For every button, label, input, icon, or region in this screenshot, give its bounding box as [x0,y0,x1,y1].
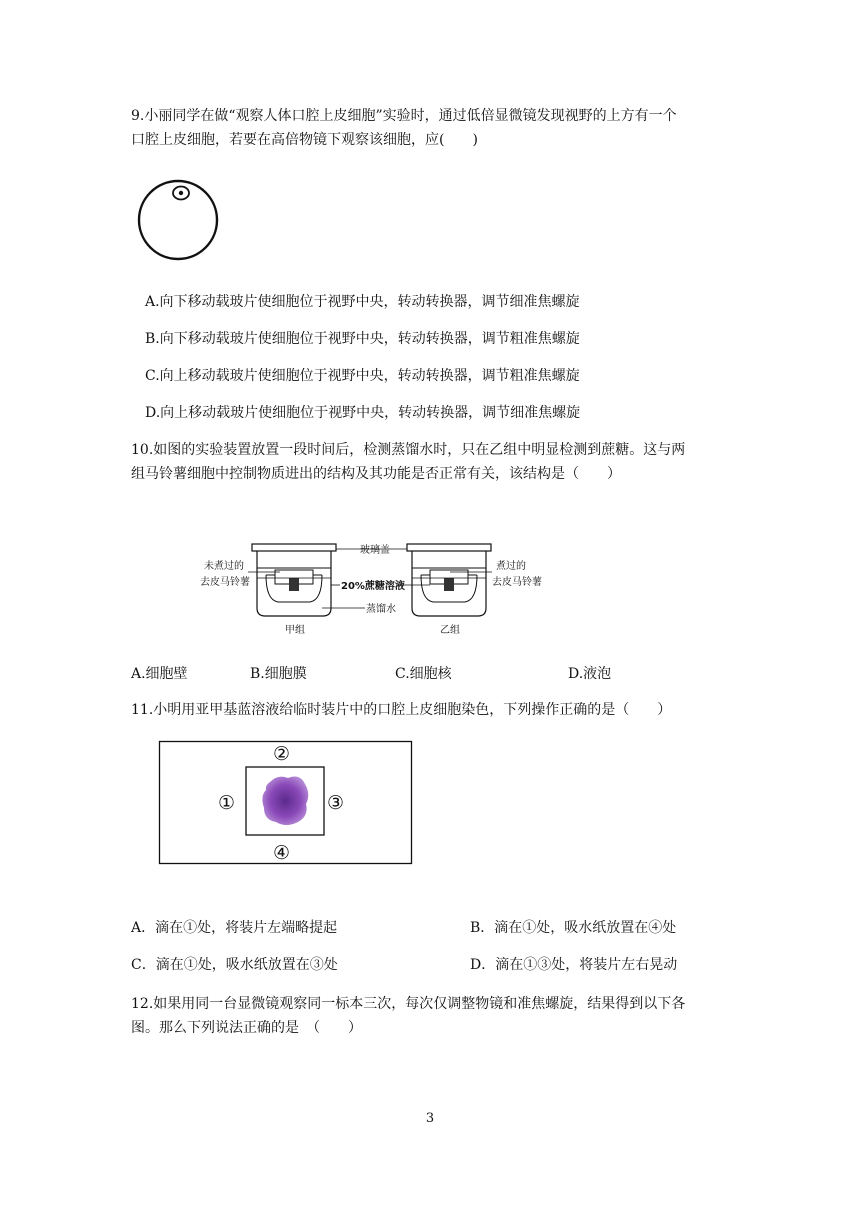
marker-3: ③ [327,792,345,814]
label-unboiled-2: 去皮马铃薯 [200,577,250,588]
label-boiled-1: 煮过的 [496,561,526,572]
q9-option-b: B.向下移动载玻片使细胞位于视野中央，转动转换器，调节粗准焦螺旋 [145,331,580,347]
label-water: 蒸馏水 [366,604,396,615]
microscope-field-figure [136,178,222,264]
marker-1: ① [218,792,236,814]
label-group-jia: 甲组 [285,625,305,636]
q9-option-d: D.向上移动载玻片使细胞位于视野中央，转动转换器，调节细准焦螺旋 [145,405,581,421]
q11-option-a: A．滴在①处，将装片左端略提起 [131,920,338,936]
q9-stem-line1: 9.小丽同学在做“观察人体口腔上皮细胞”实验时，通过低倍显微镜发现视野的上方有一个 [131,108,677,124]
label-glass-lid: 玻璃盖 [360,545,390,556]
q10-option-a: A.细胞壁 [131,666,188,682]
q10-option-c: C.细胞核 [395,666,452,682]
q10-option-d: D.液泡 [568,666,612,682]
q9-stem-line2: 口腔上皮细胞，若要在高倍物镜下观察该细胞，应( ) [131,132,478,148]
cell-nucleus [179,191,183,195]
q9-option-c: C.向上移动载玻片使细胞位于视野中央，转动转换器，调节粗准焦螺旋 [145,368,580,384]
beaker-yi [407,544,491,616]
potato-experiment-figure [200,540,550,640]
page-number: 3 [425,1111,435,1126]
q11-stem: 11.小明用亚甲基蓝溶液给临时装片中的口腔上皮细胞染色，下列操作正确的是（ ） [131,702,672,718]
q12-stem-line2: 图。那么下列说法正确的是 （ ） [131,1020,362,1036]
beaker-jia [252,544,336,616]
label-unboiled-1: 未煮过的 [204,561,244,572]
q10-stem-line2: 组马铃薯细胞中控制物质进出的结构及其功能是否正常有关，该结构是（ ） [131,466,621,482]
label-group-yi: 乙组 [440,625,460,636]
q10-option-b: B.细胞膜 [250,666,307,682]
q11-option-b: B．滴在①处，吸水纸放置在④处 [470,920,677,936]
slide-figure [158,740,414,866]
stained-cell [262,776,308,825]
q12-stem-line1: 12.如果用同一台显微镜观察同一标本三次，每次仅调整物镜和准焦螺旋，结果得到以下各 [131,996,686,1012]
label-boiled-2: 去皮马铃薯 [492,577,542,588]
q10-stem-line1: 10.如图的实验装置放置一段时间后，检测蒸馏水时，只在乙组中明显检测到蔗糖。这与两 [131,442,686,458]
label-sucrose: 20%蔗糖溶液 [341,581,405,592]
q9-option-a: A.向下移动载玻片使细胞位于视野中央，转动转换器，调节细准焦螺旋 [145,294,580,310]
q11-option-d: D．滴在①③处，将装片左右晃动 [470,957,678,973]
marker-2: ② [273,743,291,765]
field-of-view-circle [139,181,217,259]
marker-4: ④ [273,842,291,864]
q11-option-c: C．滴在①处，吸水纸放置在③处 [131,957,338,973]
